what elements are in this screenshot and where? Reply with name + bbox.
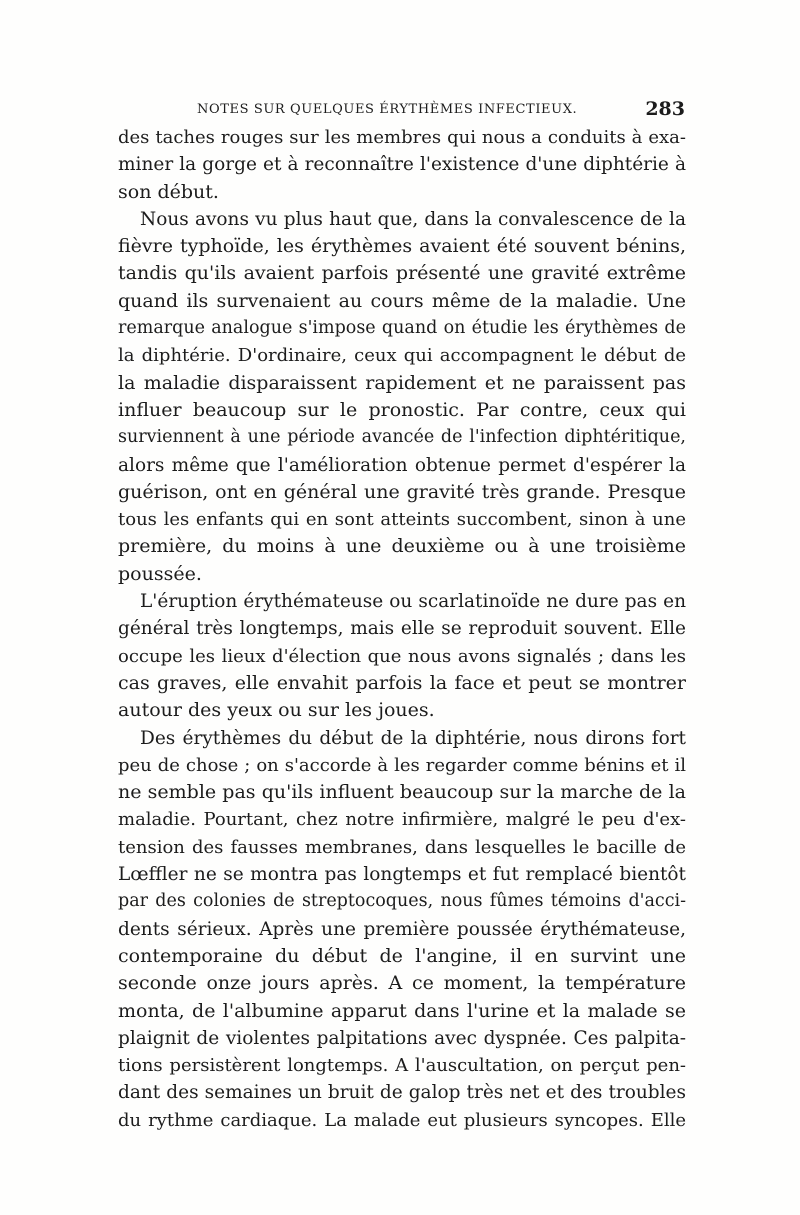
text-line: seconde onze jours après. A ce moment, la température xyxy=(118,972,686,995)
text-line: la diphtérie. D'ordinaire, ceux qui accompagnent le début de xyxy=(118,345,686,367)
text-line: fièvre typhoïde, les érythèmes avaient été souvent bénins, xyxy=(118,235,686,258)
text-line: tous les enfants qui en sont atteints succombent, sinon à une xyxy=(118,509,686,531)
text-line: ne semble pas qu'ils influent beaucoup sur la marche de la xyxy=(118,781,686,804)
text-line: contemporaine du début de l'angine, il en survint une xyxy=(118,944,686,967)
text-line: L'éruption érythémateuse ou scarlatinoïde ne dure pas en xyxy=(140,591,686,613)
page-number: 283 xyxy=(645,98,685,120)
running-head xyxy=(197,98,685,122)
text-line: général très longtemps, mais elle se reproduit souvent. Elle xyxy=(118,618,686,640)
text-line: des taches rouges sur les membres qui nous a conduits à exa- xyxy=(118,127,686,148)
body-text xyxy=(118,124,686,1134)
text-line: Lœffler ne se montra pas longtemps et fut remplacé bientôt xyxy=(118,864,686,886)
text-line: tandis qu'ils avaient parfois présenté une gravité extrême xyxy=(118,262,686,285)
text-line: du rythme cardiaque. La malade eut plusieurs syncopes. Elle xyxy=(118,1109,686,1131)
text-line: remarque analogue s'impose quand on étudie les érythèmes de xyxy=(118,318,686,339)
text-line: poussée. xyxy=(118,562,202,585)
text-line: occupe les lieux d'élection que nous avons signalés ; dans les xyxy=(118,645,686,667)
running-title: NOTES SUR QUELQUES ÉRYTHÈMES INFECTIEUX. xyxy=(197,102,578,117)
text-line: par des colonies de streptocoques, nous fûmes témoins d'acci- xyxy=(118,891,686,912)
text-line: guérison, ont en général une gravité très grande. Presque xyxy=(118,480,686,503)
text-line: influer beaucoup sur le pronostic. Par contre, ceux qui xyxy=(118,398,686,421)
text-line: tension des fausses membranes, dans lesquelles le bacille de xyxy=(118,836,686,858)
text-line: plaignit de violentes palpitations avec dyspnée. Ces palpita- xyxy=(118,1027,686,1049)
text-line: la maladie disparaissent rapidement et ne paraissent pas xyxy=(118,371,686,394)
text-line: dant des semaines un bruit de galop très net et des troubles xyxy=(118,1082,686,1104)
text-line: surviennent à une période avancée de l'infection diphtéritique, xyxy=(118,427,686,448)
text-line: maladie. Pourtant, chez notre infirmière, malgré le peu d'ex- xyxy=(118,809,686,831)
text-line: cas graves, elle envahit parfois la face et peut se montrer xyxy=(118,671,686,694)
text-line: monta, de l'albumine apparut dans l'urine et la malade se xyxy=(118,999,686,1022)
text-line: miner la gorge et à reconnaître l'existence d'une diphtérie à xyxy=(118,154,686,176)
text-line: tions persistèrent longtemps. A l'auscultation, on perçut pen- xyxy=(118,1055,686,1077)
text-line: Des érythèmes du début de la diphtérie, nous dirons fort xyxy=(140,727,686,749)
text-line: son début. xyxy=(118,180,219,203)
text-line: autour des yeux ou sur les joues. xyxy=(118,699,435,722)
text-line: quand ils survenaient au cours même de la maladie. Une xyxy=(118,289,686,312)
text-line: Nous avons vu plus haut que, dans la convalescence de la xyxy=(140,208,686,230)
text-line: première, du moins à une deuxième ou à une troisième xyxy=(118,535,686,558)
text-line: dents sérieux. Après une première poussée érythémateuse, xyxy=(118,918,686,940)
text-line: peu de chose ; on s'accorde à les regarder comme bénins et il xyxy=(118,754,686,776)
text-line: alors même que l'amélioration obtenue permet d'espérer la xyxy=(118,454,686,476)
